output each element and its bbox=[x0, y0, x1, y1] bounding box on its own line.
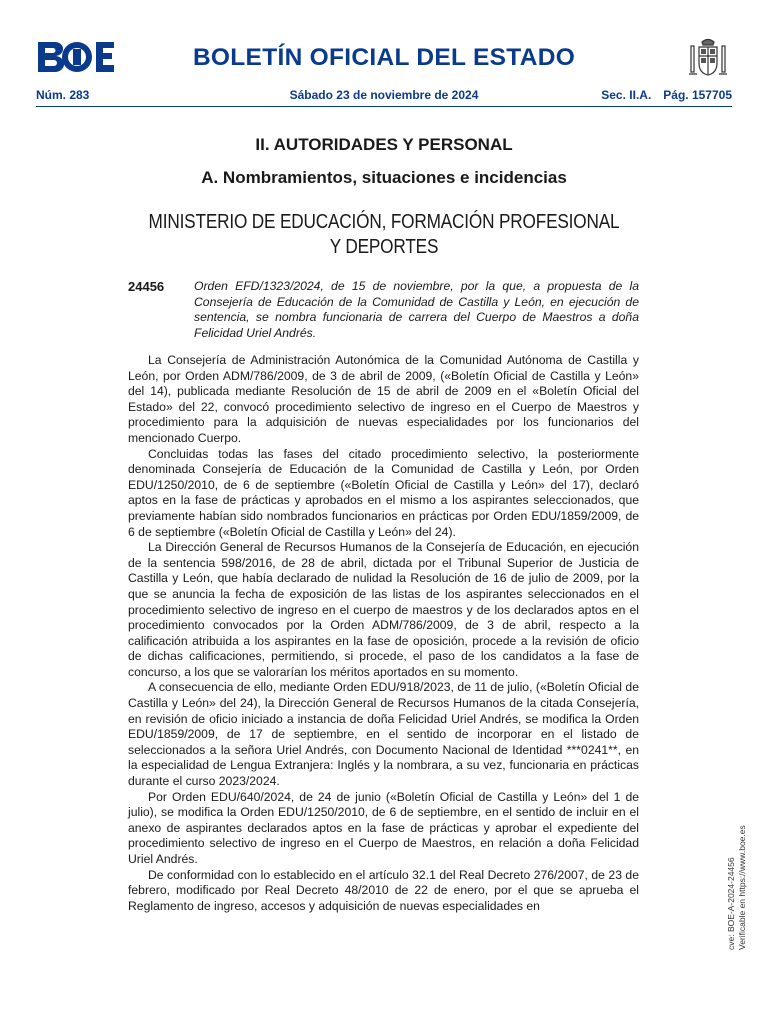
gazette-title: BOLETÍN OFICIAL DEL ESTADO bbox=[192, 44, 576, 71]
issue-number: Núm. 283 bbox=[36, 88, 90, 102]
verification-link[interactable]: Verificable en https://www.boe.es bbox=[737, 825, 747, 950]
subsection-heading: A. Nombramientos, situaciones e incidencias bbox=[201, 168, 567, 187]
paragraph: La Consejería de Administración Autonómica de la Comunidad Autónoma de Castilla y León, por Orden ADM/786/2009, de 3 de abril de 2009, («Boletín Oficial de Castilla y León» del 14), publicada mediante Resolución de 15 de abril de 2009 en el «Boletín Oficial del Estado» del 22, convocó procedimiento selectivo de ingreso en el Cuerpo de Maestros y procedimiento para la adquisición de nuevas especialidades por los funcionarios del mencionado Cuerpo. bbox=[128, 353, 639, 445]
issue-date: Sábado 23 de noviembre de 2024 bbox=[289, 88, 479, 102]
section-heading: II. AUTORIDADES Y PERSONAL bbox=[255, 135, 513, 154]
section-label: Sec. II.A. bbox=[601, 88, 652, 102]
paragraph: De conformidad con lo establecido en el artículo 32.1 del Real Decreto 276/2007, de 23 de febrero, modificado por Real Decreto 48/2010 de 22 de enero, por el que se aprueba el Reglamento de ingreso, accesos y adquisición de nuevas especialidades en bbox=[128, 867, 639, 913]
ministry-heading-line1: MINISTERIO DE EDUCACIÓN, FORMACIÓN PROFESIONAL bbox=[148, 211, 620, 233]
paragraph: A consecuencia de ello, mediante Orden EDU/918/2023, de 11 de julio, («Boletín Oficial de Castilla y León» del 24), la Dirección General de Recursos Humanos de la citada Consejería, en revisión de oficio iniciado a instancia de doña Felicidad Uriel Andrés, se modifica la Orden EDU/1859/2009, de 17 de septiembre, en el sentido de incorporar en el listado de seleccionados a la señora Uriel Andrés, con Documento Nacional de Identidad ***0241**, en la especialidad de Lengua Extranjera: Inglés y la nombrara, a su vez, funcionaria en prácticas durante el curso 2023/2024. bbox=[128, 680, 639, 789]
page-label: Pág. 157705 bbox=[663, 88, 732, 102]
ministry-heading bbox=[54, 210, 714, 260]
paragraph: Concluidas todas las fases del citado procedimiento selectivo, la posteriormente denominada Consejería de Educación de la Comunidad de Castilla y León, por Orden EDU/1250/2010, de 6 de septiembre («Boletín Oficial de Castilla y León» del 17), declaró aptos en la fase de prácticas y aprobados en el mismo a los aspirantes seleccionados, que previamente habían sido nombrados funcionarios en prácticas por Orden EDU/1859/2009, de 6 de septiembre («Boletín Oficial de Castilla y León» del 24). bbox=[128, 446, 639, 539]
verification-note bbox=[726, 810, 752, 950]
paragraph: Por Orden EDU/640/2024, de 24 de junio («Boletín Oficial de Castilla y León» del 1 de julio), se modifica la Orden EDU/1250/2010, de 6 de septiembre, en el sentido de incluir en el anexo de aspirantes declarados aptos en la fase de prácticas y aprobar el expediente del procedimiento selectivo de ingreso en el Cuerpo de Maestros, en relación a doña Felicidad Uriel Andrés. bbox=[128, 789, 639, 866]
header-divider bbox=[36, 106, 732, 107]
paragraph: La Dirección General de Recursos Humanos de la Consejería de Educación, en ejecución de la sentencia 598/2016, de 28 de abril, dictada por el Tribunal Superior de Justicia de Castilla y León, que había declarado de nulidad la Resolución de 16 de julio de 2009, por la que se anuncia la fecha de exposición de las listas de los aspirantes seleccionados en el procedimiento selectivo de ingreso en el cuerpo de maestros y de los declarados aptos en el procedimiento convocados por la Orden ADM/786/2009, de 3 de abril, respecto a la calificación atribuida a los aspirantes en la fase de oposición, procede a la revisión de oficio de dichas calificaciones, permitiendo, si procede, el paso de los candidatos a la fase de concurso, a los que se valorarían los méritos aportados en su momento. bbox=[128, 540, 639, 679]
cve-code: cve: BOE-A-2024-24456 bbox=[726, 857, 736, 950]
page-header bbox=[36, 36, 732, 82]
spain-coat-of-arms-icon bbox=[686, 36, 730, 80]
document-body bbox=[128, 353, 639, 914]
ministry-heading-line2: Y DEPORTES bbox=[329, 236, 439, 258]
section-page bbox=[601, 88, 732, 102]
order-number: 24456 bbox=[128, 279, 165, 294]
order-title: Orden EFD/1323/2024, de 15 de noviembre, por la que, a propuesta de la Consejería de Educación de la Comunidad de Castilla y León, en ejecución de sentencia, se nombra funcionaria de carrera del Cuerpo de Maestros a doña Felicidad Uriel Andrés. bbox=[194, 279, 639, 340]
